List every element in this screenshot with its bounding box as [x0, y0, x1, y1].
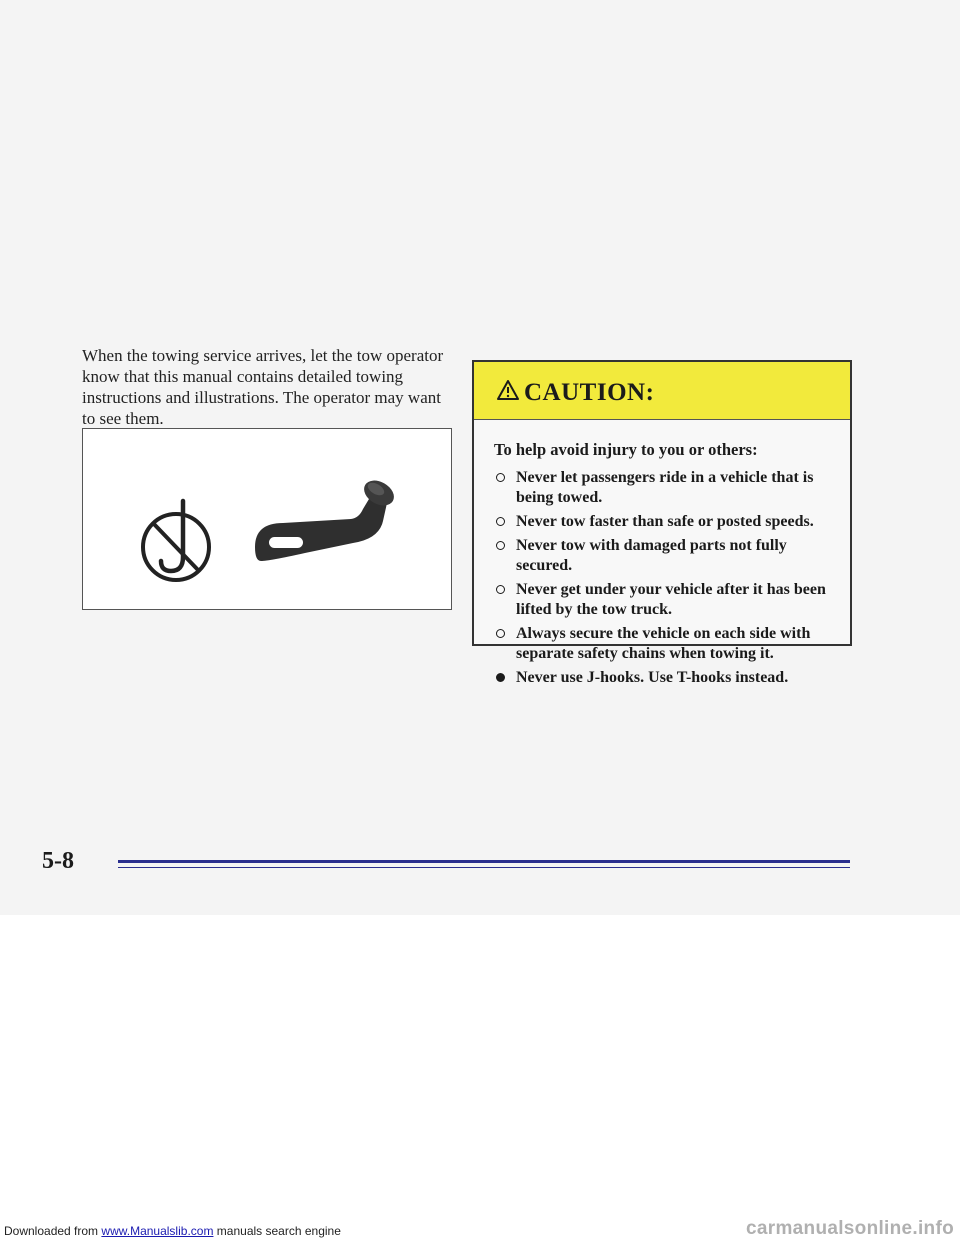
- bullet-icon: [496, 517, 505, 526]
- footer-prefix: Downloaded from: [4, 1224, 99, 1238]
- caution-list: [496, 468, 846, 692]
- intro-paragraph: When the towing service arrives, let the tow operator know that this manual contains detailed towing instructions and illustrations. The operator may want to see them.: [82, 346, 444, 428]
- t-hook-icon: [255, 475, 398, 561]
- no-j-hook-icon: [143, 501, 209, 580]
- list-item: Never tow faster than safe or posted speeds.: [496, 512, 846, 532]
- caution-header: [474, 362, 850, 420]
- manualslib-link[interactable]: www.Manualslib.com: [101, 1224, 214, 1238]
- list-item: Never let passengers ride in a vehicle that is being towed.: [496, 468, 846, 508]
- warning-triangle-icon: [496, 379, 520, 401]
- bullet-icon: [496, 473, 505, 482]
- page-number: 5-8: [42, 848, 74, 874]
- list-item: Always secure the vehicle on each side with separate safety chains when towing it.: [496, 624, 846, 664]
- bullet-icon: [496, 673, 505, 682]
- caution-title: CAUTION:: [524, 379, 655, 406]
- watermark: carmanualsonline.info: [746, 1218, 954, 1239]
- list-item: Never use J-hooks. Use T-hooks instead.: [496, 668, 846, 688]
- list-item: Never get under your vehicle after it has been lifted by the tow truck.: [496, 580, 846, 620]
- towing-hook-illustration: [82, 428, 452, 610]
- list-item: Never tow with damaged parts not fully secured.: [496, 536, 846, 576]
- bullet-icon: [496, 585, 505, 594]
- footer-suffix: manuals search engine: [216, 1224, 341, 1238]
- download-footer: [4, 1224, 341, 1238]
- footer-rule-thin: [118, 867, 850, 868]
- caution-intro: To help avoid injury to you or others:: [494, 440, 758, 459]
- bullet-icon: [496, 629, 505, 638]
- caution-box: [472, 360, 852, 686]
- bullet-icon: [496, 541, 505, 550]
- footer-rule: [118, 860, 850, 863]
